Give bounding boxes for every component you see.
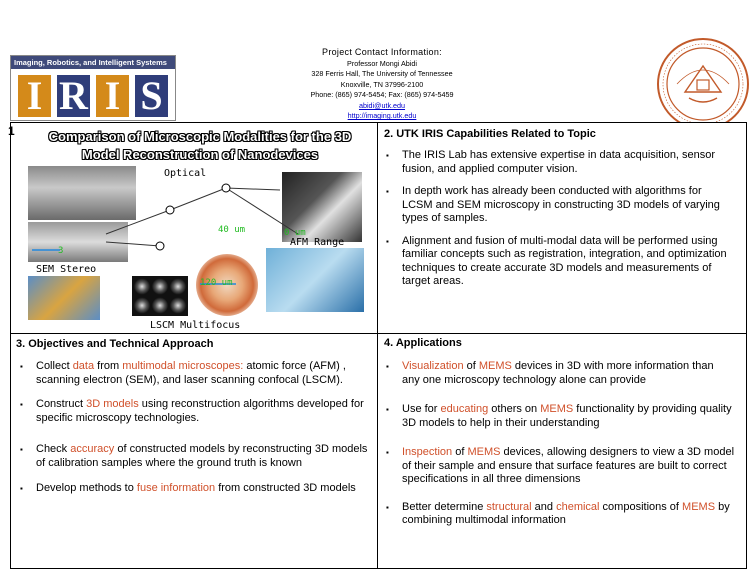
list-item: ▪ Visualization of MEMS devices in 3D with more information than any one microscopy technology alone can provide	[386, 360, 714, 386]
scale-40um: 40 um	[218, 225, 246, 235]
list-item: ▪ Collect data from multimodal microscopes: atomic force (AFM) , scanning electron (SEM), and laser scanning confocal (LSCM).	[20, 360, 346, 386]
list-item: ▪ Use for educating others on MEMS functionality by providing quality 3D models to help in their understanding	[386, 403, 732, 429]
list-item: ▪ Inspection of MEMS devices, allowing designers to view a 3D model of their sample and ensure that surface features are built to correct specifications in all three dimensions	[386, 446, 735, 485]
objectives-list	[14, 360, 370, 496]
contact-city: Knoxville, TN 37996-2100	[340, 79, 424, 89]
label-optical: Optical	[164, 168, 207, 179]
contact-email-link[interactable]: abidi@utk.edu	[358, 100, 406, 110]
list-item: ▪ The IRIS Lab has extensive expertise in data acquisition, sensor fusion, and applied computer vision.	[386, 149, 716, 175]
logo-tagline: Imaging, Robotics, and Intelligent Systems	[11, 56, 175, 69]
modality-connectors	[10, 122, 378, 334]
label-afm-range: AFM Range	[290, 237, 345, 248]
panel4-title: 4. Applications	[384, 337, 462, 349]
panel1-number: 1	[8, 124, 15, 138]
logo-letter-i2: I	[96, 75, 129, 117]
logo-letter-i: I	[18, 75, 51, 117]
scale-120um: 120 um	[200, 278, 233, 288]
capabilities-list	[380, 149, 734, 289]
applications-list	[380, 360, 734, 528]
list-item: ▪ Construct 3D models using reconstruction algorithms developed for specific microscopy technologies.	[20, 398, 364, 424]
panel1-title-line2: Model Reconstruction of Nanodevices	[81, 147, 319, 162]
scale-0um: 0 um	[284, 228, 306, 238]
panel3-title: 3. Objectives and Technical Approach	[16, 338, 214, 350]
contact-block	[284, 46, 480, 121]
list-item: ▪ Better determine structural and chemical compositions of MEMS by combining multimodal information	[386, 500, 730, 526]
panel2-title: 2. UTK IRIS Capabilities Related to Topic	[384, 128, 596, 140]
scale-3: 3	[58, 246, 64, 256]
logo-letter-r: R	[57, 75, 90, 117]
list-item: ▪ Alignment and fusion of multi-modal data will be performed using familiar concepts such as registration, integration, and optimization techniques to create accurate 3D models and measurements of target areas.	[386, 234, 727, 287]
label-sem-stereo: SEM Stereo	[36, 264, 97, 275]
list-item: ▪ Develop methods to fuse information from constructed 3D models	[20, 482, 356, 494]
contact-phone: Phone: (865) 974-5454; Fax: (865) 974-5459	[310, 90, 454, 100]
logo-letter-s: S	[135, 75, 168, 117]
list-item: ▪ Check accuracy of constructed models by reconstructing 3D models of calibration samples where the ground truth is known	[20, 443, 368, 469]
panel1-title-line1: Comparison of Microscopic Modalities for the 3D	[48, 129, 352, 144]
logo-letters	[11, 71, 175, 120]
list-item: ▪ In depth work has already been conducted with algorithms for LCSM and SEM microscopy in constructing 3D models of varying types of samples.	[386, 185, 720, 224]
iris-logo	[10, 55, 176, 121]
contact-address: 328 Ferris Hall, The University of Tennessee	[311, 69, 453, 79]
label-lscm-multifocus: LSCM Multifocus	[150, 320, 241, 331]
contact-url-link[interactable]: http://imaging.utk.edu	[347, 111, 417, 121]
contact-title: Project Contact Information:	[322, 47, 442, 57]
university-seal-icon	[655, 36, 751, 132]
contact-name: Professor Mongi Abidi	[347, 59, 417, 68]
